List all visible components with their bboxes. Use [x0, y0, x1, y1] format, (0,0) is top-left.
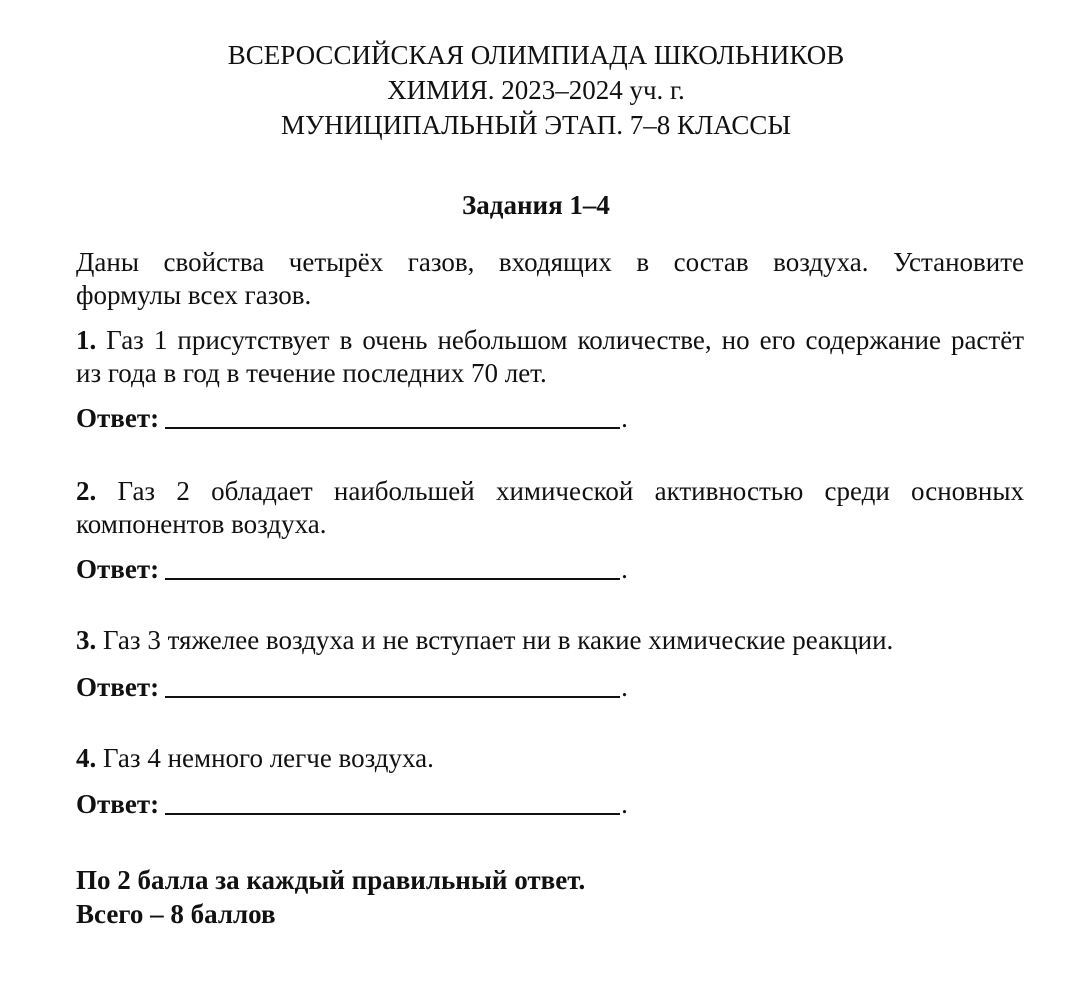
- answer-end-4: .: [621, 789, 628, 819]
- task-3: [76, 624, 1024, 657]
- task-4: [76, 742, 1024, 775]
- answer-end-2: .: [621, 554, 628, 584]
- header-subject-year: ХИМИЯ. 2023–2024 уч. г.: [387, 75, 685, 105]
- header-stage-grades: МУНИЦИПАЛЬНЫЙ ЭТАП. 7–8 КЛАССЫ: [281, 110, 791, 140]
- answer-label-2: Ответ:: [76, 554, 160, 584]
- scoring-total: Всего – 8 баллов: [76, 899, 276, 929]
- scoring-note: [76, 863, 585, 931]
- task-3-text: Газ 3 тяжелее воздуха и не вступает ни в какие химические реакции.: [103, 625, 894, 655]
- answer-row-4: [76, 787, 628, 821]
- answer-end-3: .: [621, 672, 628, 702]
- task-1-line-2: из года в год в течение последних 70 лет.: [76, 358, 547, 388]
- section-title: Задания 1–4: [462, 190, 610, 220]
- task-2-line-2: компонентов воздуха.: [76, 509, 327, 539]
- intro-line-1: Даны свойства четырёх газов, входящих в состав воздуха. Установите: [76, 247, 1024, 277]
- answer-row-1: [76, 401, 628, 435]
- answer-blank-3[interactable]: [165, 672, 620, 698]
- task-1-number: 1.: [76, 325, 97, 355]
- answer-label-4: Ответ:: [76, 789, 160, 819]
- task-4-number: 4.: [76, 743, 97, 773]
- intro-line-2: формулы всех газов.: [76, 280, 312, 310]
- task-3-number: 3.: [76, 625, 97, 655]
- answer-blank-2[interactable]: [165, 554, 620, 580]
- answer-label-3: Ответ:: [76, 672, 160, 702]
- task-3-line-1: [76, 624, 1024, 657]
- answer-row-3: [76, 670, 628, 704]
- task-2-number: 2.: [76, 476, 97, 506]
- task-1: [76, 324, 1024, 390]
- scoring-per-answer: По 2 балла за каждый правильный ответ.: [76, 865, 586, 895]
- task-2-line-1: [76, 475, 1024, 508]
- answer-end-1: .: [621, 403, 628, 433]
- answer-blank-4[interactable]: [165, 789, 620, 815]
- task-1-text: Газ 1 присутствует в очень небольшом количестве, но его содержание растёт: [106, 325, 1025, 355]
- task-2: [76, 475, 1024, 541]
- answer-row-2: [76, 552, 628, 586]
- task-2-text: Газ 2 обладает наибольшей химической активностью среди основных: [117, 476, 1024, 506]
- task-4-line-1: [76, 742, 1024, 775]
- answer-blank-1[interactable]: [165, 403, 620, 429]
- task-1-line-1: [76, 324, 1024, 357]
- header-olympiad-title: ВСЕРОССИЙСКАЯ ОЛИМПИАДА ШКОЛЬНИКОВ: [227, 40, 845, 70]
- document-header: [0, 38, 1072, 143]
- task-4-text: Газ 4 немного легче воздуха.: [103, 743, 434, 773]
- answer-label-1: Ответ:: [76, 403, 160, 433]
- intro-paragraph: [76, 246, 1024, 312]
